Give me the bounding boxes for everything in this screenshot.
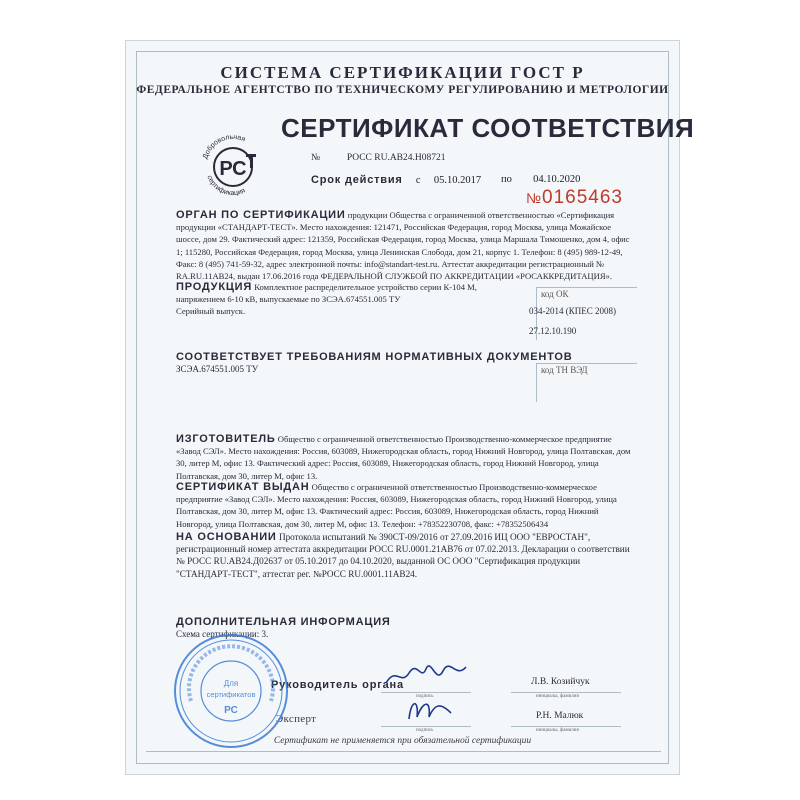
expert-sign-line bbox=[381, 726, 471, 727]
product-label: ПРОДУКЦИЯ bbox=[176, 281, 253, 293]
issued-text: Общество с ограниченной ответственностью Производственно-коммерческое предприятие «Завод СЭЛ». Место нахождения: Россия, 603089, Нижегородская область, город Нижний Новгород, улица Полтавская, дом 30, литер М, офис 13. Фактический адрес: Россия, 603089, Нижегородская область, город Нижний Новгород, улица Полтавская, дом 30, литер М, офис 13. Телефон: +78352230708, факс: +78352506434 bbox=[176, 482, 617, 529]
expert-name-caption: инициалы, фамилия bbox=[536, 728, 579, 733]
manufacturer-label: ИЗГОТОВИТЕЛЬ bbox=[176, 433, 276, 445]
footer-note: Сертификат не применяется при обязательной сертификации bbox=[273, 736, 532, 746]
manufacturer-block bbox=[176, 433, 636, 482]
from-label: с bbox=[415, 175, 421, 186]
ok-code-box bbox=[529, 287, 637, 340]
svg-text:РС: РС bbox=[224, 705, 238, 716]
product-serial-note: Серийный выпуск. bbox=[176, 306, 246, 317]
ok-code-value-2: 27.12.10.190 bbox=[529, 326, 577, 336]
organ-text: продукции Общества с ограниченной ответственностью «Сертификация продукции «СТАНДАРТ-ТЕСТ». Место нахождения: 121471, Российская Федерация, город Москва, улица Можайское шоссе, дом 29. Фактический адрес: 121359, Российская Федерация, город Москва, улица Маршала Тимошенко, дом 4, офис 1; 115280, Российская Федерация, город Москва, улица Ленинская Слобода, дом 21, корпус 1. Телефон: 8 (495) 989-12-49, Факс: 8 (495) 741-59-32, адрес электронной почты: info@standart-test.ru. Аттестат аккредитации регистрационный № RA.RU.11AB24, выдан 17.06.2016 года ФЕДЕРАЛЬНОЙ СЛУЖБОЙ ПО АККРЕДИТАЦИИ «РОСАККРЕДИТАЦИЯ». bbox=[176, 210, 630, 282]
additional-label: ДОПОЛНИТЕЛЬНАЯ ИНФОРМАЦИЯ bbox=[176, 616, 391, 628]
additional-text: Схема сертификации: 3. bbox=[176, 629, 269, 639]
basis-label: НА ОСНОВАНИИ bbox=[176, 531, 277, 543]
svg-text:Добровольная: Добровольная bbox=[202, 133, 247, 160]
valid-from-date: 05.10.2017 bbox=[433, 175, 482, 186]
expert-sign-caption: подпись bbox=[416, 728, 434, 733]
serial-prefix: № bbox=[526, 190, 543, 206]
serial-number: 0165463 bbox=[542, 187, 623, 208]
head-name: Л.В. Козийчук bbox=[531, 677, 590, 687]
certification-system-title: СИСТЕМА СЕРТИФИКАЦИИ ГОСТ Р bbox=[220, 63, 585, 82]
head-label: Руководитель органа bbox=[271, 679, 404, 691]
organ-stamp-icon bbox=[171, 631, 291, 751]
organ-label: ОРГАН ПО СЕРТИФИКАЦИИ bbox=[176, 209, 346, 221]
svg-text:сертификация: сертификация bbox=[205, 174, 247, 198]
product-text: Комплектное распределительное устройство серии К-104 М, напряжением 6-10 кВ, выпускаемые по ЗСЭА.674551.005 ТУ bbox=[176, 282, 477, 305]
expert-signature-icon bbox=[401, 693, 461, 725]
rst-logo-icon bbox=[198, 126, 268, 206]
footer-line bbox=[146, 751, 661, 752]
compliance-block bbox=[176, 351, 572, 375]
expert-name: Р.Н. Малюк bbox=[536, 711, 584, 721]
stamp-center-bottom: сертификатов bbox=[206, 690, 256, 699]
to-label: по bbox=[501, 174, 512, 185]
certificate-sheet bbox=[125, 40, 695, 775]
ok-code-value-1: 034-2014 (КПЕС 2008) bbox=[529, 306, 616, 316]
head-name-caption: инициалы, фамилия bbox=[536, 694, 579, 699]
certificate-number: РОСС RU.AB24.H08721 bbox=[346, 153, 446, 163]
head-sign-caption: подпись bbox=[416, 694, 434, 699]
organ-block bbox=[176, 209, 636, 282]
valid-to-date: 04.10.2020 bbox=[533, 174, 581, 185]
ok-code-label: код ОК bbox=[541, 289, 569, 299]
tnved-code-label: код ТН ВЭД bbox=[541, 365, 588, 375]
issued-label: СЕРТИФИКАТ ВЫДАН bbox=[176, 481, 310, 493]
number-label: № bbox=[311, 153, 321, 163]
product-block bbox=[176, 281, 521, 318]
issued-block bbox=[176, 481, 636, 530]
stamp-center-top: Для bbox=[223, 679, 239, 688]
expert-label: Эксперт bbox=[276, 713, 317, 725]
compliance-label: СООТВЕТСТВУЕТ ТРЕБОВАНИЯМ НОРМАТИВНЫХ ДОКУМЕНТОВ bbox=[176, 351, 573, 363]
compliance-text: ЗСЭА.674551.005 ТУ bbox=[176, 364, 259, 374]
agency-title: ФЕДЕРАЛЬНОЕ АГЕНТСТВО ПО ТЕХНИЧЕСКОМУ РЕГУЛИРОВАНИЮ И МЕТРОЛОГИИ bbox=[136, 84, 669, 96]
svg-text:РС: РС bbox=[219, 158, 247, 180]
expert-name-line bbox=[511, 726, 621, 727]
manufacturer-text: Общество с ограниченной ответственностью Производственно-коммерческое предприятие «Завод СЭЛ». Место нахождения: Россия, 603089, Нижегородская область, город Нижний Новгород, улица Полтавская, дом 30, литер М, офис 13. Фактический адрес: Россия, 603089, Нижегородская область, город Нижний Новгород, улица Полтавская, дом 30, литер М, офис 13. bbox=[176, 434, 631, 481]
validity-label: Срок действия bbox=[311, 174, 403, 186]
basis-block bbox=[176, 531, 631, 580]
head-name-line bbox=[511, 692, 621, 693]
tnved-code-box bbox=[536, 363, 637, 402]
head-signature-icon bbox=[381, 661, 471, 691]
certificate-title: СЕРТИФИКАТ СООТВЕТСТВИЯ bbox=[281, 113, 695, 143]
basis-text: Протокола испытаний № 390СТ-09/2016 от 27.09.2016 ИЦ ООО "ЕВРОСТАН", регистрационный номер аттестата аккредитации РОСС RU.0001.21АВ76 от 07.02.2013. Декларации о соответствии № РОСС RU.АВ24.Д02637 от 05.10.2017 до 04.10.2020, выданной ОС ООО "Сертификация продукции "СТАНДАРТ-ТЕСТ", аттестат рег. №РОСС RU.0001.11АВ24. bbox=[176, 532, 630, 579]
